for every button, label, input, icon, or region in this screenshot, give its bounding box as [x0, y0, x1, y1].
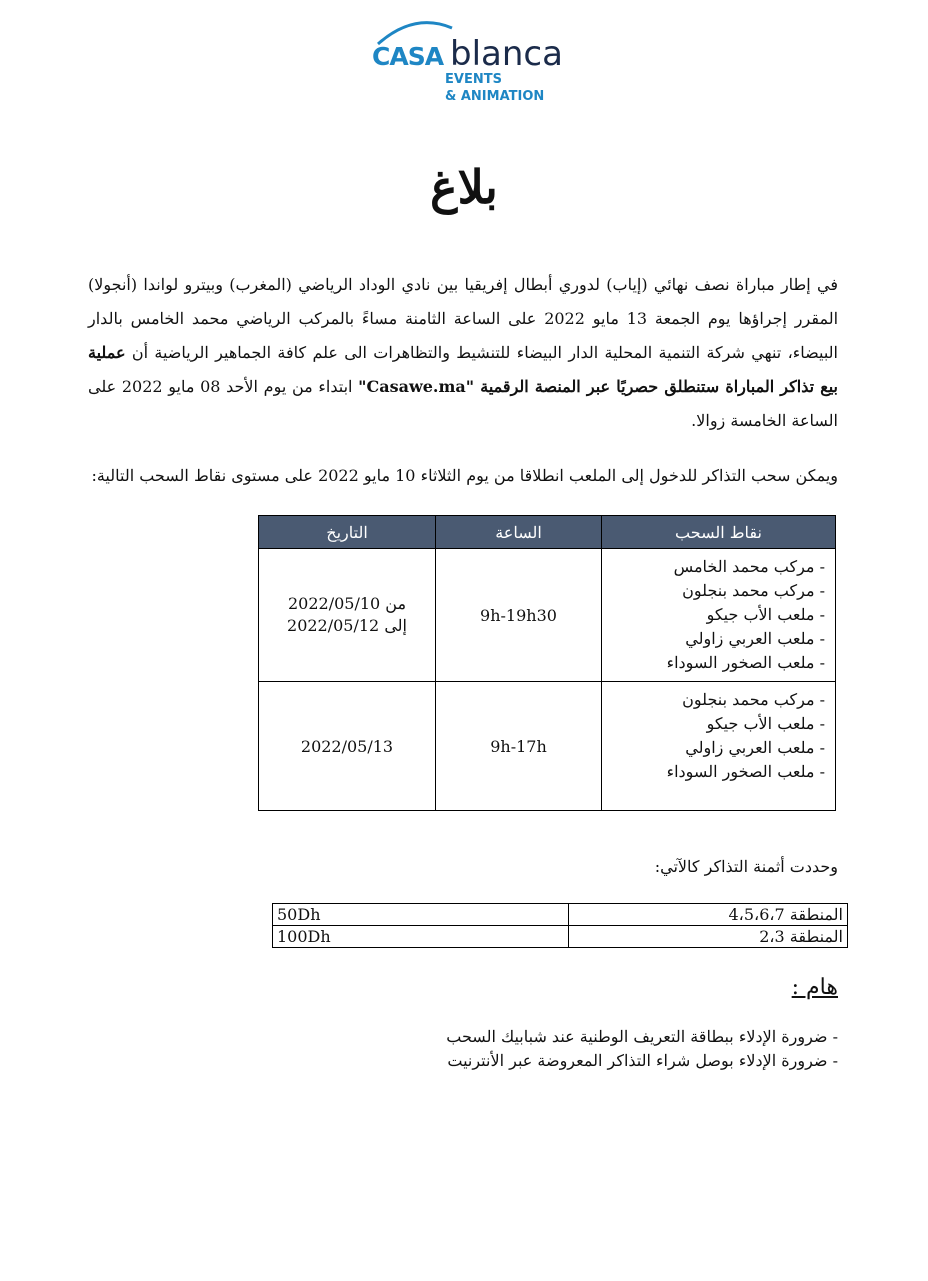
price-cell: 100Dh [273, 926, 569, 948]
intro-paragraph [88, 268, 838, 438]
header-time: الساعة [436, 516, 602, 549]
prices-intro: وحددت أثمنة التذاكر كالآتي: [654, 857, 838, 876]
location-item: - ملعب العربي زاولي [685, 738, 825, 757]
location-item: - مركب محمد بنجلون [682, 690, 825, 709]
date-cell: 2022/05/13 [259, 682, 436, 811]
notes-list [446, 1025, 838, 1073]
note-item: - ضرورة الإدلاء بوصل شراء التذاكر المعروضة عبر الأنترنيت [447, 1051, 838, 1070]
time-cell: 9h-19h30 [436, 549, 602, 682]
logo-line-animation: & ANIMATION [445, 89, 545, 104]
logo-line-events: EVENTS [445, 72, 502, 87]
header-date: التاريخ [259, 516, 436, 549]
table-row [273, 926, 848, 948]
important-heading: هام : [791, 975, 838, 1000]
intro-text-bold: عملية بيع تذاكر المباراة ستنطلق حصريًا عبر المنصة الرقمية "Casawe.ma" [88, 343, 838, 396]
note-item: - ضرورة الإدلاء ببطاقة التعريف الوطنية عند شبابيك السحب [446, 1027, 838, 1046]
location-item: - ملعب الأب جيكو [706, 605, 825, 624]
logo-brand-right: blanca [450, 34, 563, 74]
points-table-header-row [259, 516, 836, 549]
zone-cell: المنطقة 4،5،6،7 [569, 904, 848, 926]
table-row [259, 682, 836, 811]
table-row [259, 549, 836, 682]
prices-table [272, 903, 848, 948]
logo-brand-left: CASA [372, 42, 444, 71]
casablanca-events-logo [372, 18, 562, 110]
intro-text-part1: في إطار مباراة نصف نهائي (إياب) لدوري أبطال إفريقيا بين نادي الوداد الرياضي (المغرب) وبيترو لواندا (أنجولا) المقرر إجراؤها يوم الجمعة 13 مايو 2022 على الساعة الثامنة مساءً بالمركب الرياضي محمد الخامس بالدار البيضاء، تنهي شركة التنمية المحلية الدار البيضاء للتنشيط والتظاهرات الى علم كافة الجماهير الرياضية أن [88, 275, 839, 362]
location-item: - مركب محمد بنجلون [682, 581, 825, 600]
location-item: - ملعب الصخور السوداء [666, 653, 825, 672]
intro-text-part2: ابتداء من يوم الأحد 08 مايو 2022 على الساعة الخامسة زوالا. [88, 377, 838, 430]
locations-cell [602, 682, 836, 811]
zone-cell: المنطقة 2،3 [569, 926, 848, 948]
header-points: نقاط السحب [602, 516, 836, 549]
date-cell [259, 549, 436, 682]
withdrawal-intro: ويمكن سحب التذاكر للدخول إلى الملعب انطلاقا من يوم الثلاثاء 10 مايو 2022 على مستوى نقاط السحب التالية: [91, 466, 838, 485]
location-item: - ملعب الصخور السوداء [666, 762, 825, 781]
table-row [273, 904, 848, 926]
location-item: - ملعب العربي زاولي [685, 629, 825, 648]
withdrawal-points-table [258, 515, 836, 811]
location-item: - مركب محمد الخامس [673, 557, 825, 576]
page-title: بلاغ [430, 160, 498, 214]
date-range-text: من 2022/05/10 إلى 2022/05/12 [287, 594, 407, 635]
location-item: - ملعب الأب جيكو [706, 714, 825, 733]
locations-cell [602, 549, 836, 682]
price-cell: 50Dh [273, 904, 569, 926]
time-cell: 9h-17h [436, 682, 602, 811]
